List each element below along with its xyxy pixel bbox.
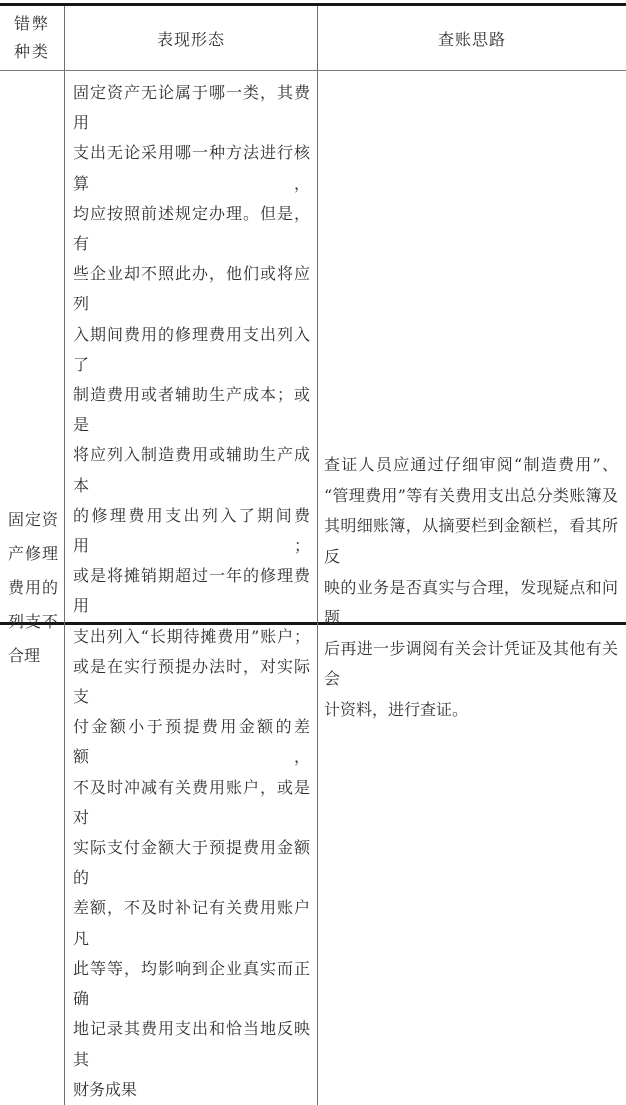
text-line: 或是将摊销期超过一年的修理费用 — [73, 566, 310, 616]
text-line: 计资料，进行查证。 — [324, 700, 469, 720]
text-line: 差额，不及时补记有关费用账户凡 — [73, 898, 310, 948]
text-line: 实际支付金额大于预提费用金额的 — [73, 838, 310, 888]
text-line: 将应列入制造费用或辅助生产成本 — [73, 445, 310, 495]
text-line: 合理 — [8, 645, 41, 665]
text-line: 些企业却不照此办，他们或将应列 — [73, 264, 310, 314]
text-line: 财务成果 — [73, 1079, 138, 1099]
text-line: 列支不 — [8, 611, 58, 631]
text-line: 或是在实行预提办法时，对实际支 — [73, 656, 310, 707]
header-audit-approach: 查账思路 — [317, 6, 626, 70]
header-error-type-line2: 种类 — [13, 42, 50, 61]
text-line: 费用的 — [8, 577, 58, 597]
text-line: “管理费用”等有关费用支出总分类账簿及 — [324, 485, 618, 505]
text-line: 制造费用或者辅助生产成本；或是 — [73, 385, 310, 435]
error-inspection-table — [0, 3, 626, 1099]
text-line: 其明细账簿，从摘要栏到金额栏，看其所反 — [324, 516, 618, 567]
header-error-type — [0, 6, 64, 70]
text-line: 产修理 — [8, 543, 58, 563]
cell-error-type — [0, 71, 64, 1105]
text-line: 的修理费用支出列入了期间费用； — [73, 505, 310, 556]
text-line: 查证人员应通过仔细审阅“制造费用”、 — [324, 455, 618, 475]
text-line: 固定资 — [8, 509, 58, 529]
cell-audit-approach — [317, 71, 626, 1105]
header-error-type-line1: 错弊 — [13, 14, 50, 33]
text-line: 地记录其费用支出和恰当地反映其 — [73, 1019, 310, 1069]
header-manifestation: 表现形态 — [64, 6, 317, 70]
text-line: 均应按照前述规定办理。但是，有 — [73, 203, 310, 254]
cell-manifestation — [64, 71, 317, 1105]
text-line: 不及时冲减有关费用账户，或是对 — [73, 777, 310, 827]
text-line: 支出无论采用哪一种方法进行核算， — [73, 143, 310, 193]
table-header-row — [0, 6, 626, 71]
text-line: 映的业务是否真实与合理，发现疑点和问题 — [324, 577, 618, 628]
text-line: 付金额小于预提费用金额的差额， — [73, 717, 310, 767]
text-line: 此等等，均影响到企业真实而正确 — [73, 958, 310, 1009]
text-line: 后再进一步调阅有关会计凭证及其他有关会 — [324, 638, 618, 689]
table-body-row — [0, 71, 626, 1099]
text-line: 固定资产无论属于哪一类，其费用 — [73, 83, 310, 133]
text-line: 支出列入“长期待摊费用”账户； — [73, 626, 310, 646]
text-line: 入期间费用的修理费用支出列入了 — [73, 324, 310, 374]
